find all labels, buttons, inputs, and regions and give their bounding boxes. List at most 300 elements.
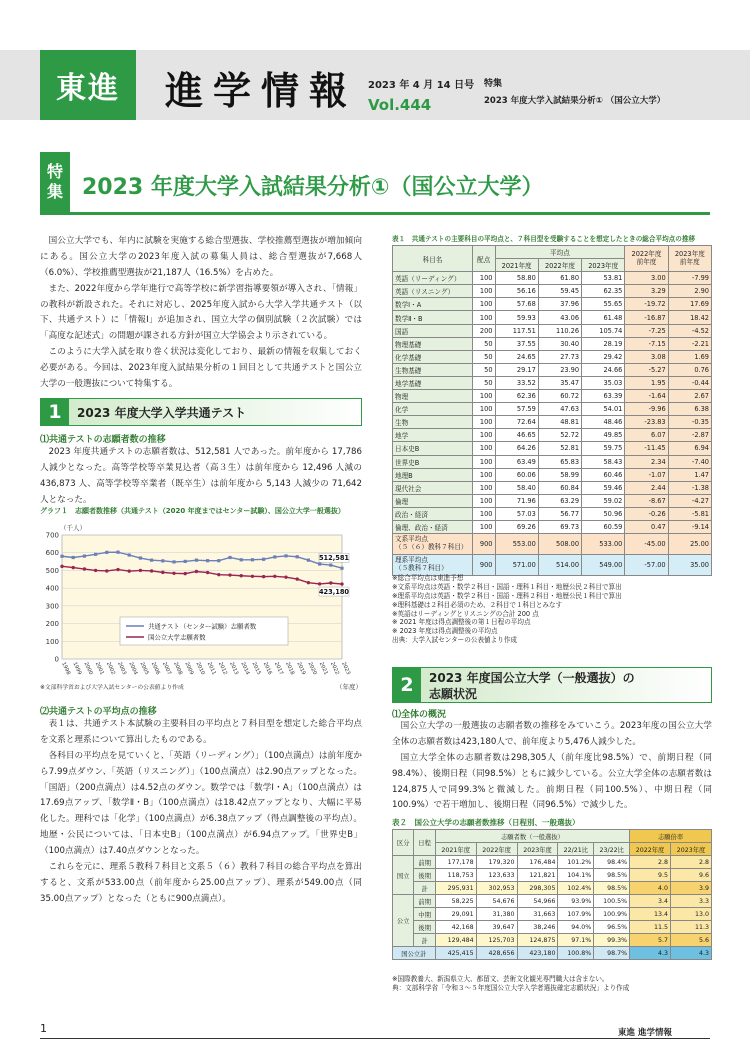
x-tick-label: 2006 xyxy=(149,661,161,676)
table-cell: 94.0% xyxy=(558,921,594,934)
x-tick-label: 2000 xyxy=(82,661,94,676)
th-col: 23/22比 xyxy=(594,843,630,856)
x-tick-label: 2002 xyxy=(104,661,117,676)
table-cell: 57.59 xyxy=(495,403,538,416)
table-cell: 2.67 xyxy=(668,390,711,403)
th-col: 2022年度 xyxy=(630,843,671,856)
chart-title: グラフ１ 志願者数推移（共通テスト（2020 年度まではセンター試験）、国公立大学一般選抜） xyxy=(40,507,345,515)
table-cell: 31,380 xyxy=(476,908,517,921)
x-tick-label: 2003 xyxy=(116,661,128,676)
table-cell: -2.87 xyxy=(668,429,711,442)
note: 出典：大学入試センターの公表値より作成 xyxy=(392,636,518,645)
table-cell: 1.47 xyxy=(668,468,711,481)
table-cell: -4.27 xyxy=(668,494,711,507)
legend-label: 共通テスト（センター試験）志願者数 xyxy=(148,622,257,631)
table-cell: 生物 xyxy=(393,416,473,429)
table-cell: 121,821 xyxy=(517,869,558,882)
table-row xyxy=(393,494,712,507)
table-cell: 35.00 xyxy=(668,555,711,576)
table-cell: 31,663 xyxy=(517,908,558,921)
table-cell: 13.4 xyxy=(630,908,671,921)
table-cell: 0.76 xyxy=(668,363,711,376)
table-cell: 61.80 xyxy=(538,272,581,285)
table-cell: 11.3 xyxy=(671,921,712,934)
data-point xyxy=(251,558,254,561)
data-point xyxy=(284,554,287,557)
data-point xyxy=(60,565,63,568)
section-number: 2 xyxy=(393,668,421,702)
data-point xyxy=(128,569,131,572)
table-cell: 105.74 xyxy=(582,324,625,337)
feature-label: 特集 xyxy=(484,79,503,89)
table-row xyxy=(393,324,712,337)
y-tick-label: 600 xyxy=(45,549,59,558)
table-row xyxy=(393,337,712,350)
table-cell: 日本史B xyxy=(393,442,473,455)
table-cell: 63.29 xyxy=(538,494,581,507)
table-cell: 100 xyxy=(473,390,496,403)
x-tick-label: 2019 xyxy=(295,661,307,676)
data-point xyxy=(83,567,86,570)
table-cell: 50.96 xyxy=(582,507,625,520)
data-label: 423,180 xyxy=(318,588,350,597)
data-point xyxy=(195,559,198,562)
table1-caption: 表１ 共通テストの主要科目の平均点と、７科目型を受験することを想定したときの総合平均点の推移 xyxy=(392,235,696,243)
table-cell: 49.85 xyxy=(582,429,625,442)
x-axis-label: （年度） xyxy=(336,683,362,691)
table-cell: 計 xyxy=(414,934,435,947)
data-point xyxy=(105,551,108,554)
table-cell: -7.99 xyxy=(668,272,711,285)
table-cell: 118,753 xyxy=(435,869,476,882)
table-cell: 24.65 xyxy=(495,350,538,363)
th-diff-year: 2022年度 xyxy=(631,250,662,259)
x-tick-label: 2021 xyxy=(317,661,329,676)
th-ratio: 志願倍率 xyxy=(630,830,712,843)
table-cell: -5.27 xyxy=(625,363,668,376)
table-cell: -11.45 xyxy=(625,442,668,455)
table-cell: -16.87 xyxy=(625,311,668,324)
table-cell: 28.19 xyxy=(582,337,625,350)
table-cell: 地学 xyxy=(393,429,473,442)
x-tick-label: 2010 xyxy=(194,661,206,676)
table-cell: 123,633 xyxy=(476,869,517,882)
paragraph: これらを元に、理系５教科７科目と文系５（６）教科７科目の総合平均点を算出すると、文系が533.00点（前年度から25.00点アップ）、理系が549.00点（同35.00点アップ）となった（ともに900点満点）。 xyxy=(40,862,362,904)
table-cell: 110.26 xyxy=(538,324,581,337)
table-cell: 3.29 xyxy=(625,285,668,298)
data-point xyxy=(262,575,265,578)
table-cell: 65.83 xyxy=(538,455,581,468)
data-point xyxy=(329,564,332,567)
table-cell: 世界史B xyxy=(393,455,473,468)
table-cell: -4.52 xyxy=(668,324,711,337)
table-row xyxy=(393,416,712,429)
data-point xyxy=(340,567,343,570)
table-row xyxy=(393,921,712,934)
table-cell: 124,875 xyxy=(517,934,558,947)
table-cell: -0.26 xyxy=(625,507,668,520)
note: ※理科基礎は２科目必須のため、２科目で１科目とみなす xyxy=(392,600,563,609)
x-tick-label: 2022 xyxy=(328,661,341,676)
table-cell: 100 xyxy=(473,455,496,468)
table-cell: 100 xyxy=(473,468,496,481)
table2 xyxy=(392,829,712,960)
data-point xyxy=(296,577,299,580)
table-cell: 102.4% xyxy=(558,882,594,895)
y-tick-label: 300 xyxy=(45,602,59,611)
table-cell: 地理B xyxy=(393,468,473,481)
table-cell: 3.00 xyxy=(625,272,668,285)
page-number: 1 xyxy=(40,1022,47,1035)
x-tick-label: 2004 xyxy=(127,661,139,676)
table-cell: 98.5% xyxy=(594,882,630,895)
table-row xyxy=(393,895,712,908)
x-tick-label: 2008 xyxy=(172,661,184,676)
note: ※総合平均点は東進予想 xyxy=(392,574,464,582)
data-point xyxy=(72,566,75,569)
data-point xyxy=(172,572,175,575)
table-cell: 9.5 xyxy=(630,869,671,882)
table-cell: -7.15 xyxy=(625,337,668,350)
data-point xyxy=(240,558,243,561)
table-row xyxy=(393,350,712,363)
table-cell: 6.38 xyxy=(668,403,711,416)
table-cell: 54,966 xyxy=(517,895,558,908)
table-cell: 生物基礎 xyxy=(393,363,473,376)
table-cell: 58,225 xyxy=(435,895,476,908)
table-cell: 295,931 xyxy=(435,882,476,895)
section2-heading xyxy=(392,667,712,703)
table-cell: 5.6 xyxy=(671,934,712,947)
table-cell: 100 xyxy=(473,442,496,455)
table-cell: 化学 xyxy=(393,403,473,416)
table-row xyxy=(393,311,712,324)
x-tick-label: 2013 xyxy=(228,661,240,676)
table-cell: 69.73 xyxy=(538,520,581,533)
table-cell: 60.59 xyxy=(582,520,625,533)
table-cell: 3.9 xyxy=(671,882,712,895)
y-tick-label: 0 xyxy=(54,655,59,664)
table-cell: 69.26 xyxy=(495,520,538,533)
table-cell: 38,246 xyxy=(517,921,558,934)
table-cell: 50 xyxy=(473,363,496,376)
x-tick-label: 2007 xyxy=(160,661,173,676)
table-cell xyxy=(393,534,473,555)
data-point xyxy=(161,571,164,574)
badge-top: 特 xyxy=(46,162,63,181)
table-cell: 97.1% xyxy=(558,934,594,947)
table-cell: 9.6 xyxy=(671,869,712,882)
feature-subtitle: 2023 年度大学入試結果分析① （国公立大学） xyxy=(484,96,666,106)
data-point xyxy=(329,581,332,584)
data-point xyxy=(116,551,119,554)
title-divider xyxy=(40,212,710,215)
table-cell: 100 xyxy=(473,403,496,416)
table1-body xyxy=(393,272,712,576)
y-tick-label: 400 xyxy=(45,584,59,593)
table-cell: 98.7% xyxy=(594,947,630,960)
table-cell: 48.81 xyxy=(538,416,581,429)
table-cell: 52.72 xyxy=(538,429,581,442)
table-cell: 中期 xyxy=(414,908,435,921)
table-cell: -5.81 xyxy=(668,507,711,520)
paragraph: 国立大学全体の志願者数は298,305人（前年度比98.5%）で、前期日程（同98.4%）、後期日程（同98.5%）ともに減少している。公立大学全体の志願者数は124,875人で同99.3%と微減した。前期日程（同100.5%）、中期日程（同100.9%）で若干増加し、後期日程（同96.5%）で減少した。 xyxy=(392,752,712,811)
table-cell: 72.64 xyxy=(495,416,538,429)
paragraph: 国公立大学の一般選抜の志願者数の推移をみていこう。2023年度の国公立大学全体の志願者数は423,180人で、前年度より5,476人減少した。 xyxy=(392,721,712,747)
table-cell: 後期 xyxy=(414,921,435,934)
data-point xyxy=(150,559,153,562)
y-tick-label: 100 xyxy=(45,637,59,646)
table-cell: 2.34 xyxy=(625,455,668,468)
table-row xyxy=(393,934,712,947)
table-cell: 125,703 xyxy=(476,934,517,947)
th-year: 2023年度 xyxy=(582,259,625,272)
table-cell: 17.69 xyxy=(668,298,711,311)
table-cell: 1.95 xyxy=(625,376,668,389)
th-kubun: 区分 xyxy=(393,830,414,856)
data-point xyxy=(273,555,276,558)
table-cell: -0.35 xyxy=(668,416,711,429)
table-cell: -7.40 xyxy=(668,455,711,468)
table-cell: 52.81 xyxy=(538,442,581,455)
y-tick-label: 700 xyxy=(45,531,59,540)
table-cell: 104.1% xyxy=(558,869,594,882)
table-cell: -7.25 xyxy=(625,324,668,337)
th-diff-sub: 前年度 xyxy=(636,257,657,266)
table-cell: 176,484 xyxy=(517,856,558,869)
data-point xyxy=(139,556,142,559)
table-cell: 100 xyxy=(473,272,496,285)
table-cell: 96.5% xyxy=(594,921,630,934)
table-total-row xyxy=(393,534,712,555)
table-row xyxy=(393,429,712,442)
table-cell: 11.5 xyxy=(630,921,671,934)
table-cell: 58.40 xyxy=(495,481,538,494)
table-cell: 71.96 xyxy=(495,494,538,507)
table-cell: -1.38 xyxy=(668,481,711,494)
table2-body xyxy=(393,856,712,960)
table-cell: 100.8% xyxy=(558,947,594,960)
intro-paragraph: また、2022年度から学年進行で高等学校に新学習指導要領が導入され、「情報」の教科が新設された。それに対応し、2025年度入試から大学入学共通テスト（以下、共通テスト）に「情報Ⅰ」が追加され、国立大学の個別試験（２次試験）では「高度な記述式」の問題が課される方針が国立大学協会より示されている。 xyxy=(40,283,362,342)
table-cell: 58.80 xyxy=(495,272,538,285)
th-average: 平均点 xyxy=(495,246,625,259)
x-tick-label: 2012 xyxy=(216,661,229,676)
table-cell: 4.0 xyxy=(630,882,671,895)
table-cell: 63.49 xyxy=(495,455,538,468)
data-point xyxy=(161,559,164,562)
section-title-line: 志願状況 xyxy=(429,686,478,701)
section1-heading xyxy=(40,398,362,426)
table-cell: 4.3 xyxy=(630,947,671,960)
table-cell: 2.8 xyxy=(630,856,671,869)
table-cell: 国公立計 xyxy=(393,947,436,960)
paragraph: 各科目の平均点を見ていくと、「英語（リーディング）」（100点満点）は前年度から7.99点ダウン、「英語（リスニング）」（100点満点）は2.90点アップとなった。「国語」（200点満点）は4.52点のダウン。数学では「数学Ⅰ・A」（100点満点）は17.69点アップ、「数学Ⅱ・B」（100点満点）は18.42点アップとなり、大幅に平易化した。理科では「化学」（100点満点）が6.38点アップ（得点調整後の平均点）。地歴・公民については、「日本史B」（100点満点）が6.94点アップ。「世界史B」（100点満点）は7.40点ダウンとなった。 xyxy=(40,750,362,857)
table-cell: 政治・経済 xyxy=(393,507,473,520)
table-cell: 98.5% xyxy=(594,869,630,882)
table-cell: 100 xyxy=(473,507,496,520)
table-cell: 129,484 xyxy=(435,934,476,947)
table-cell: 100 xyxy=(473,481,496,494)
x-tick-label: 2015 xyxy=(250,661,262,676)
table-cell: 前期 xyxy=(414,856,435,869)
table-cell: 4.3 xyxy=(671,947,712,960)
table-cell: 60.46 xyxy=(582,468,625,481)
table-row xyxy=(393,285,712,298)
subheading: ⑴共通テストの志願者数の推移 xyxy=(40,435,166,445)
table-cell: 56.77 xyxy=(538,507,581,520)
table-cell: 25.00 xyxy=(668,534,711,555)
issue-date: 2023 年 4 月 14 日号 xyxy=(368,80,475,91)
table-cell: 63.39 xyxy=(582,390,625,403)
th-year: 2021年度 xyxy=(495,259,538,272)
table-cell: 39,647 xyxy=(476,921,517,934)
table-cell: 64.26 xyxy=(495,442,538,455)
table-cell: -8.67 xyxy=(625,494,668,507)
th-diff-2023 xyxy=(668,246,711,272)
table-cell: 508.00 xyxy=(538,534,581,555)
data-point xyxy=(128,553,131,556)
y-tick-label: 200 xyxy=(45,620,59,629)
table-cell: 現代社会 xyxy=(393,481,473,494)
table-cell: 514.00 xyxy=(538,555,581,576)
table-cell: 3.08 xyxy=(625,350,668,363)
th-year: 2022年度 xyxy=(538,259,581,272)
section1-text2 xyxy=(40,717,362,908)
table-row xyxy=(393,298,712,311)
table-cell: 倫理、政治・経済 xyxy=(393,520,473,533)
intro-paragraph: このように大学入試を取り巻く状況は変化しており、最新の情報を収集しておく必要がある。今回は、2023年度入試結果分析の１回目として共通テストと国公立大学の一般選抜について特集する。 xyxy=(40,347,362,390)
table-cell: 59.46 xyxy=(582,481,625,494)
table-cell: -19.72 xyxy=(625,298,668,311)
data-point xyxy=(195,570,198,573)
table-cell: 107.9% xyxy=(558,908,594,921)
table-cell: 47.63 xyxy=(538,403,581,416)
x-tick-label: 2011 xyxy=(205,661,217,676)
data-point xyxy=(184,572,187,575)
table-cell: 100 xyxy=(473,311,496,324)
data-point xyxy=(217,573,220,576)
note: ※英語はリーディングとリスニングの合計 200 点 xyxy=(392,609,539,618)
th-subject: 科目名 xyxy=(393,246,473,272)
table-cell: 50 xyxy=(473,376,496,389)
table-cell: 3.4 xyxy=(630,895,671,908)
subheading: ⑵共通テストの平均点の推移 xyxy=(40,707,157,717)
intro-paragraph: 国公立大学でも、年内に試験を実施する総合型選抜、学校推薦型選抜が増加傾向にある。国公立大学の2023年度入試の募集人員は、総合型選抜が7,668人（6.0%）、学校推薦型選抜が21,187人（16.5%）を占めた。 xyxy=(40,236,362,278)
table-row xyxy=(393,455,712,468)
table-cell: 55.65 xyxy=(582,298,625,311)
table-cell: 179,320 xyxy=(476,856,517,869)
table-cell: 98.4% xyxy=(594,856,630,869)
table1 xyxy=(392,245,712,576)
table-cell: -0.44 xyxy=(668,376,711,389)
table-cell: 302,953 xyxy=(476,882,517,895)
table-cell: 57.68 xyxy=(495,298,538,311)
table-cell: 27.73 xyxy=(538,350,581,363)
table-cell: 177,178 xyxy=(435,856,476,869)
table-row xyxy=(393,390,712,403)
y-tick-label: 500 xyxy=(45,566,59,575)
data-point xyxy=(228,556,231,559)
x-tick-label: 2009 xyxy=(183,661,195,676)
publication-title: 進学情報 xyxy=(165,69,358,113)
table-cell: 900 xyxy=(473,534,496,555)
x-tick-label: 1999 xyxy=(71,661,83,676)
table-cell: 43.06 xyxy=(538,311,581,324)
table-cell: 54.01 xyxy=(582,403,625,416)
data-point xyxy=(262,558,265,561)
table-cell: 前期 xyxy=(414,895,435,908)
note: 典：文部科学省「令和３～５年度国公立大学入学者選抜確定志願状況」より作成 xyxy=(392,983,630,992)
data-point xyxy=(307,581,310,584)
section1-text xyxy=(40,445,362,509)
table-cell: 18.42 xyxy=(668,311,711,324)
table-cell: 13.0 xyxy=(671,908,712,921)
data-point xyxy=(228,573,231,576)
page-title: 2023 年度大学入試結果分析①（国公立大学） xyxy=(82,175,544,200)
table-cell: 33.52 xyxy=(495,376,538,389)
table-cell: 59.45 xyxy=(538,285,581,298)
table-cell: 5.7 xyxy=(630,934,671,947)
table-cell: 93.9% xyxy=(558,895,594,908)
table-row xyxy=(393,507,712,520)
legend-label: 国公立大学志願者数 xyxy=(148,633,206,642)
table-cell: 62.35 xyxy=(582,285,625,298)
table-cell: 59.02 xyxy=(582,494,625,507)
table-cell: 61.48 xyxy=(582,311,625,324)
table-cell: -1.07 xyxy=(625,468,668,481)
section-title xyxy=(429,671,635,702)
table-total-row xyxy=(393,947,712,960)
th-col: 2023年度 xyxy=(517,843,558,856)
data-point xyxy=(172,560,175,563)
table-cell: 6.07 xyxy=(625,429,668,442)
table2-subheader xyxy=(393,843,712,856)
data-point xyxy=(206,571,209,574)
table-cell: 60.06 xyxy=(495,468,538,481)
data-point xyxy=(72,556,75,559)
section-number: 1 xyxy=(41,399,69,425)
table-row xyxy=(393,403,712,416)
data-point xyxy=(105,569,108,572)
data-point xyxy=(340,582,343,585)
group-label: 公立 xyxy=(393,895,414,947)
table-cell: 58.99 xyxy=(538,468,581,481)
table-cell: 423,180 xyxy=(517,947,558,960)
section-title-line: 2023 年度国公立大学（一般選抜）の xyxy=(429,671,635,685)
table-row xyxy=(393,869,712,882)
table-row xyxy=(393,856,712,869)
issue-volume: Vol.444 xyxy=(368,96,432,114)
table-cell: 59.93 xyxy=(495,311,538,324)
data-point xyxy=(94,569,97,572)
footer-brand: 東進 進学情報 xyxy=(618,1028,672,1038)
data-point xyxy=(307,559,310,562)
footer-divider xyxy=(40,1038,710,1039)
group-label: 国立 xyxy=(393,856,414,895)
total-label: 文系平均点 xyxy=(395,535,428,544)
table-cell: -57.00 xyxy=(625,555,668,576)
x-tick-label: 2001 xyxy=(93,661,105,676)
th-points: 配点 xyxy=(473,246,496,272)
data-point xyxy=(206,559,209,562)
table-row xyxy=(393,468,712,481)
table-cell: 101.2% xyxy=(558,856,594,869)
table-cell: 29,091 xyxy=(435,908,476,921)
table-cell: 国語 xyxy=(393,324,473,337)
intro xyxy=(40,234,362,393)
table-cell: 29.42 xyxy=(582,350,625,363)
th-col: 2022年度 xyxy=(476,843,517,856)
